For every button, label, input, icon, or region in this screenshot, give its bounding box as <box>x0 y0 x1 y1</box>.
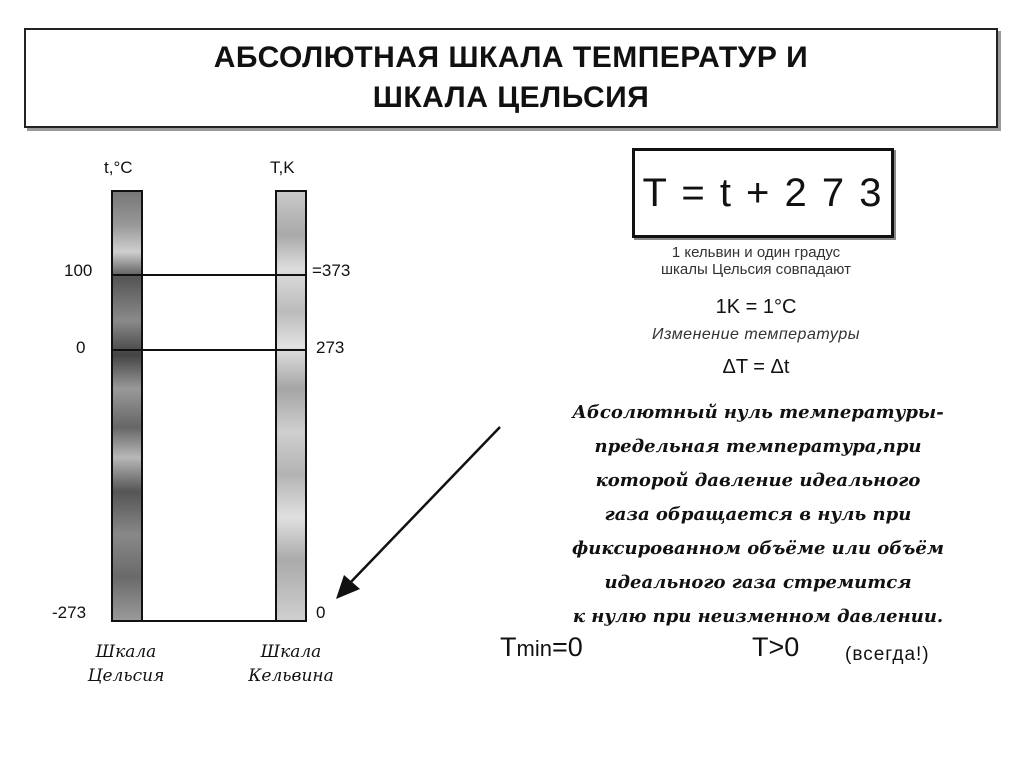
tmin-symbol: T <box>500 632 517 662</box>
temperature-change-label: Изменение температуры <box>652 326 860 343</box>
title-box <box>24 28 998 128</box>
definition-line: фиксированном объёме или объём <box>572 538 944 559</box>
tmin-equation <box>500 632 583 663</box>
kelvin-caption-line-1: Шкала <box>260 642 322 662</box>
kelvin-degree-note-line-1: 1 кельвин и один градус <box>671 244 841 261</box>
celsius-thermometer-column <box>111 190 143 622</box>
kelvin-tick-273: 273 <box>316 338 345 357</box>
kelvin-caption-line-2: Кельвина <box>248 666 334 686</box>
formula-box: T = t + 2 7 3 <box>632 148 894 238</box>
freezing-point-line <box>111 349 305 351</box>
kelvin-degree-note <box>588 244 924 278</box>
boiling-point-line <box>111 274 305 276</box>
absolute-zero-definition <box>498 396 1018 634</box>
celsius-axis-header: t,°C <box>104 158 133 177</box>
kelvin-tick-0: 0 <box>316 603 326 622</box>
kelvin-degree-note-line-2: шкалы Цельсия совпадают <box>661 261 851 278</box>
t-positive-equation: T>0 <box>752 632 800 662</box>
absolute-zero-arrow-icon <box>320 415 510 605</box>
title-line-1: АБСОЛЮТНАЯ ШКАЛА ТЕМПЕРАТУР И <box>213 41 809 74</box>
tmin-subscript: min <box>516 636 552 661</box>
tmin-value: =0 <box>551 632 583 662</box>
kelvin-thermometer-column <box>275 190 307 622</box>
definition-line: идеального газа стремится <box>604 572 912 593</box>
celsius-scale-caption <box>61 640 191 688</box>
celsius-caption-line-1: Шкала <box>95 642 157 662</box>
kelvin-scale-caption <box>226 640 356 688</box>
definition-line: которой давление идеального <box>595 470 921 491</box>
definition-line: к нулю при неизменном давлении. <box>572 606 944 627</box>
always-note: (всегда!) <box>845 644 930 665</box>
kelvin-tick-373: =373 <box>312 261 351 280</box>
kelvin-axis-header: T,K <box>270 158 295 177</box>
absolute-zero-line <box>111 620 305 622</box>
celsius-tick-100: 100 <box>64 261 93 280</box>
celsius-tick-minus-273: -273 <box>52 603 87 622</box>
celsius-tick-0: 0 <box>76 338 86 357</box>
temperature-change-equation: ΔT = Δt <box>722 356 790 378</box>
title-line-2: ШКАЛА ЦЕЛЬСИЯ <box>372 81 650 114</box>
kelvin-celsius-equality: 1K = 1°C <box>715 296 797 318</box>
celsius-caption-line-2: Цельсия <box>87 666 165 686</box>
definition-line: Абсолютный нуль температуры- <box>572 402 944 423</box>
definition-line: газа обращается в нуль при <box>604 504 912 525</box>
definition-line: предельная температура,при <box>594 436 922 457</box>
